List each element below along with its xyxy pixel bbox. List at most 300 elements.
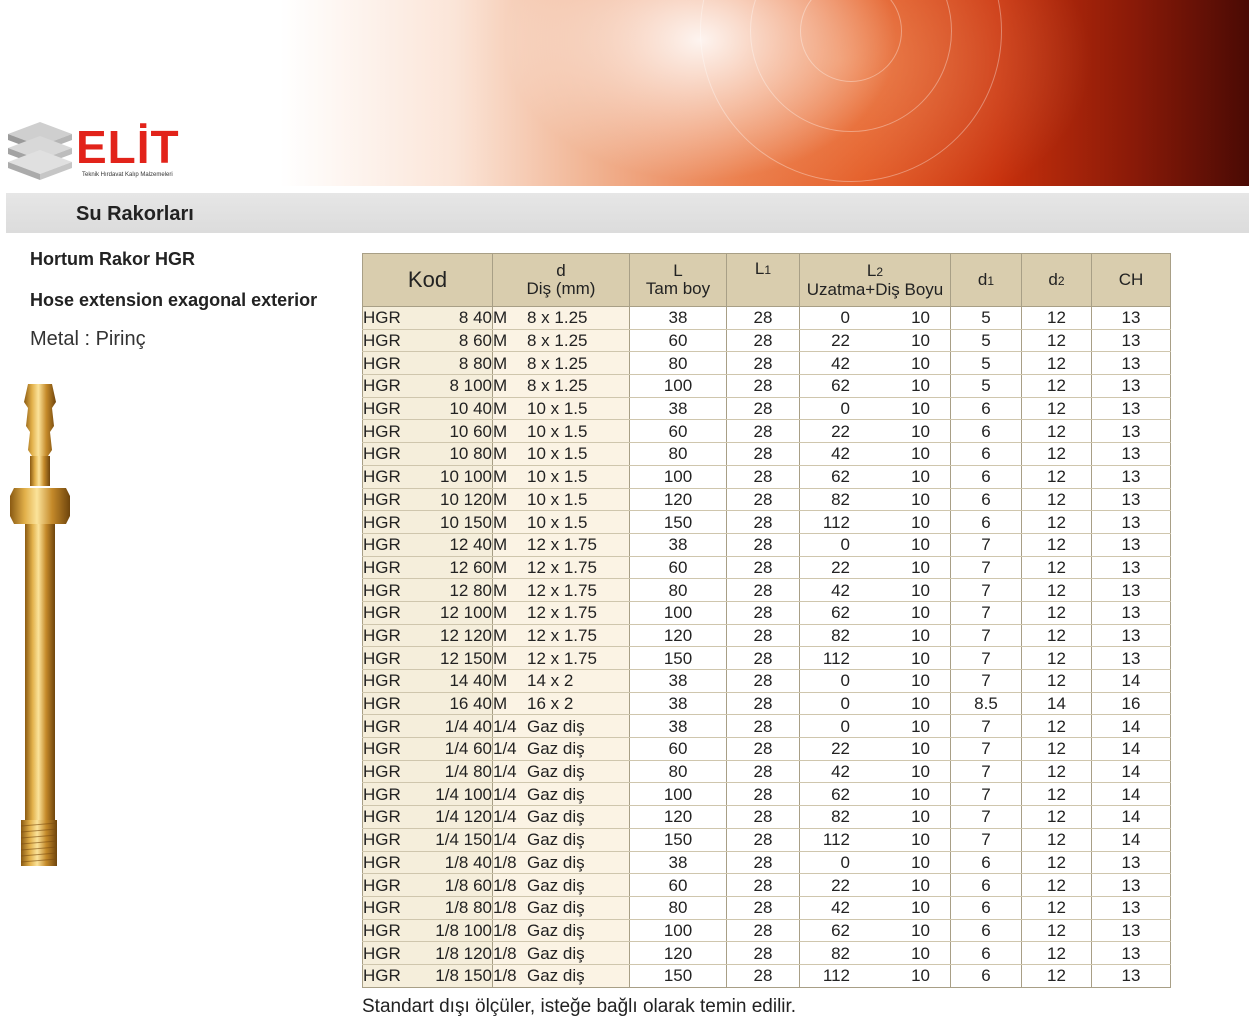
cell-ch: 13 [1092, 601, 1171, 624]
l2-thread-length: 10 [911, 943, 930, 963]
thread-size: 12 x 1.75 [527, 535, 597, 555]
header-kod: Kod [363, 254, 493, 307]
table-row [363, 420, 1171, 443]
cell-l: 150 [630, 511, 727, 534]
l2-thread-length: 10 [911, 489, 930, 509]
cell-thread [493, 511, 630, 534]
table-row [363, 533, 1171, 556]
table-row [363, 715, 1171, 738]
spec-table-body [363, 307, 1171, 988]
header-banner-image [280, 0, 1249, 186]
cell-l2 [800, 738, 951, 761]
cell-kod [363, 488, 493, 511]
table-row [363, 397, 1171, 420]
kod-prefix: HGR [363, 671, 401, 691]
cell-l1: 28 [727, 964, 800, 987]
l2-extension: 112 [822, 512, 850, 532]
cell-l2 [800, 307, 951, 330]
thread-type: M [493, 467, 508, 487]
cell-d1: 7 [951, 806, 1022, 829]
cell-d1: 6 [951, 942, 1022, 965]
cell-l: 38 [630, 307, 727, 330]
cell-l2 [800, 942, 951, 965]
kod-prefix: HGR [363, 739, 401, 759]
kod-size: 1/8 120 [435, 943, 492, 963]
thread-type: M [493, 353, 508, 373]
cell-thread [493, 488, 630, 511]
cell-d2: 12 [1022, 670, 1092, 693]
l2-extension: 0 [840, 716, 850, 736]
logo-stack-icon [6, 118, 78, 188]
table-row [363, 783, 1171, 806]
l2-extension: 42 [831, 762, 850, 782]
l2-extension: 42 [831, 580, 850, 600]
thread-size: 10 x 1.5 [527, 399, 588, 419]
cell-l2 [800, 692, 951, 715]
cell-kod [363, 964, 493, 987]
cell-ch: 13 [1092, 533, 1171, 556]
cell-l: 38 [630, 692, 727, 715]
table-row [363, 352, 1171, 375]
kod-size: 12 80 [449, 580, 492, 600]
thread-type: M [493, 399, 508, 419]
l2-thread-length: 10 [911, 399, 930, 419]
cell-thread [493, 919, 630, 942]
cell-l2 [800, 919, 951, 942]
table-row [363, 488, 1171, 511]
thread-type: M [493, 444, 508, 464]
header-d-sub: Diş (mm) [526, 279, 596, 298]
cell-l: 150 [630, 964, 727, 987]
kod-prefix: HGR [363, 331, 401, 351]
thread-size: 8 x 1.25 [527, 331, 588, 351]
thread-type: M [493, 512, 508, 532]
cell-kod [363, 443, 493, 466]
cell-l: 80 [630, 352, 727, 375]
cell-d2: 12 [1022, 896, 1092, 919]
kod-size: 1/4 80 [444, 762, 492, 782]
header-l [630, 254, 727, 307]
cell-l1: 28 [727, 488, 800, 511]
cell-ch: 13 [1092, 874, 1171, 897]
cell-l2 [800, 647, 951, 670]
thread-type: M [493, 625, 508, 645]
cell-ch: 14 [1092, 828, 1171, 851]
thread-type: M [493, 421, 508, 441]
cell-kod [363, 851, 493, 874]
thread-size: 8 x 1.25 [527, 353, 588, 373]
header-l2-sub: Uzatma+Diş Boyu [806, 279, 944, 299]
cell-d2: 12 [1022, 601, 1092, 624]
cell-d1: 7 [951, 738, 1022, 761]
cell-thread [493, 738, 630, 761]
kod-size: 1/8 40 [444, 852, 492, 872]
cell-d2: 12 [1022, 783, 1092, 806]
cell-thread [493, 465, 630, 488]
cell-kod [363, 601, 493, 624]
cell-ch: 14 [1092, 806, 1171, 829]
l2-extension: 22 [831, 421, 850, 441]
cell-kod [363, 352, 493, 375]
cell-ch: 13 [1092, 420, 1171, 443]
product-title-tr: Hortum Rakor HGR [30, 249, 196, 269]
kod-size: 1/4 120 [435, 807, 492, 827]
cell-d2: 12 [1022, 942, 1092, 965]
l2-extension: 0 [840, 852, 850, 872]
l2-extension: 112 [822, 830, 850, 850]
table-row [363, 375, 1171, 398]
cell-kod [363, 579, 493, 602]
thread-size: Gaz diş [527, 784, 585, 804]
thread-type: 1/4 [493, 739, 517, 759]
cell-l2 [800, 465, 951, 488]
cell-l: 80 [630, 896, 727, 919]
cell-l: 120 [630, 806, 727, 829]
kod-size: 10 40 [449, 399, 492, 419]
table-header-row [363, 254, 1171, 307]
l2-thread-length: 10 [911, 852, 930, 872]
kod-size: 1/8 60 [444, 875, 492, 895]
cell-d1: 6 [951, 964, 1022, 987]
cell-l1: 28 [727, 760, 800, 783]
thread-size: 14 x 2 [527, 671, 574, 691]
thread-size: Gaz diş [527, 739, 585, 759]
header-d2: d2 [1022, 254, 1092, 307]
brand-tagline: Teknik Hırdavat Kalıp Malzemeleri [82, 172, 173, 178]
cell-kod [363, 465, 493, 488]
l2-extension: 0 [840, 308, 850, 328]
cell-l2 [800, 443, 951, 466]
cell-ch: 13 [1092, 329, 1171, 352]
cell-l: 38 [630, 533, 727, 556]
table-row [363, 874, 1171, 897]
cell-ch: 13 [1092, 511, 1171, 534]
cell-l1: 28 [727, 511, 800, 534]
cell-kod [363, 874, 493, 897]
table-row [363, 465, 1171, 488]
cell-d1: 7 [951, 579, 1022, 602]
cell-l2 [800, 579, 951, 602]
cell-l1: 28 [727, 919, 800, 942]
cell-d1: 7 [951, 533, 1022, 556]
kod-prefix: HGR [363, 580, 401, 600]
cell-thread [493, 601, 630, 624]
cell-d2: 12 [1022, 420, 1092, 443]
cell-ch: 14 [1092, 715, 1171, 738]
cell-l: 80 [630, 579, 727, 602]
l2-extension: 22 [831, 739, 850, 759]
cell-kod [363, 783, 493, 806]
cell-d1: 7 [951, 624, 1022, 647]
l2-extension: 42 [831, 898, 850, 918]
cell-thread [493, 397, 630, 420]
kod-prefix: HGR [363, 648, 401, 668]
kod-prefix: HGR [363, 898, 401, 918]
table-row [363, 942, 1171, 965]
l2-extension: 62 [831, 603, 850, 623]
brass-hose-fitting-image [4, 380, 84, 875]
section-title: Su Rakorları [76, 203, 194, 225]
cell-d2: 12 [1022, 533, 1092, 556]
l2-thread-length: 10 [911, 671, 930, 691]
kod-prefix: HGR [363, 399, 401, 419]
cell-thread [493, 806, 630, 829]
thread-size: 10 x 1.5 [527, 489, 588, 509]
l2-thread-length: 10 [911, 648, 930, 668]
thread-type: 1/8 [493, 852, 517, 872]
cell-l: 100 [630, 783, 727, 806]
thread-size: 12 x 1.75 [527, 625, 597, 645]
cell-thread [493, 715, 630, 738]
thread-type: M [493, 648, 508, 668]
l2-thread-length: 10 [911, 898, 930, 918]
l2-extension: 22 [831, 331, 850, 351]
cell-ch: 13 [1092, 896, 1171, 919]
cell-l: 100 [630, 919, 727, 942]
thread-size: Gaz diş [527, 920, 585, 940]
l2-extension: 62 [831, 467, 850, 487]
cell-l: 100 [630, 465, 727, 488]
cell-ch: 13 [1092, 556, 1171, 579]
l2-extension: 82 [831, 943, 850, 963]
cell-ch: 13 [1092, 579, 1171, 602]
l2-extension: 42 [831, 444, 850, 464]
cell-ch: 16 [1092, 692, 1171, 715]
kod-prefix: HGR [363, 716, 401, 736]
cell-l1: 28 [727, 874, 800, 897]
kod-prefix: HGR [363, 376, 401, 396]
thread-size: Gaz diş [527, 875, 585, 895]
cell-kod [363, 307, 493, 330]
thread-size: Gaz diş [527, 716, 585, 736]
kod-prefix: HGR [363, 943, 401, 963]
cell-l1: 28 [727, 375, 800, 398]
l2-thread-length: 10 [911, 762, 930, 782]
cell-kod [363, 397, 493, 420]
cell-thread [493, 329, 630, 352]
cell-l1: 28 [727, 601, 800, 624]
cell-d2: 12 [1022, 828, 1092, 851]
thread-size: 12 x 1.75 [527, 603, 597, 623]
table-row [363, 307, 1171, 330]
cell-d1: 6 [951, 397, 1022, 420]
cell-thread [493, 783, 630, 806]
cell-kod [363, 329, 493, 352]
header-l-sub: Tam boy [645, 279, 711, 298]
cell-ch: 13 [1092, 352, 1171, 375]
cell-l1: 28 [727, 443, 800, 466]
table-row [363, 806, 1171, 829]
kod-prefix: HGR [363, 353, 401, 373]
cell-kod [363, 420, 493, 443]
thread-type: 1/8 [493, 920, 517, 940]
cell-d1: 5 [951, 307, 1022, 330]
kod-size: 10 60 [449, 421, 492, 441]
thread-size: Gaz diş [527, 807, 585, 827]
cell-d2: 12 [1022, 375, 1092, 398]
cell-l2 [800, 760, 951, 783]
cell-l: 120 [630, 488, 727, 511]
header-l-top: L [673, 261, 683, 280]
cell-l2 [800, 420, 951, 443]
cell-kod [363, 533, 493, 556]
cell-l1: 28 [727, 329, 800, 352]
l2-thread-length: 10 [911, 467, 930, 487]
cell-l: 80 [630, 443, 727, 466]
cell-thread [493, 307, 630, 330]
cell-d2: 14 [1022, 692, 1092, 715]
l2-thread-length: 10 [911, 535, 930, 555]
kod-size: 8 40 [458, 308, 492, 328]
cell-l: 38 [630, 670, 727, 693]
table-row [363, 919, 1171, 942]
l2-thread-length: 10 [911, 716, 930, 736]
l2-extension: 0 [840, 671, 850, 691]
thread-size: 12 x 1.75 [527, 648, 597, 668]
cell-d1: 7 [951, 828, 1022, 851]
table-row [363, 329, 1171, 352]
cell-kod [363, 670, 493, 693]
thread-type: 1/4 [493, 762, 517, 782]
thread-type: M [493, 489, 508, 509]
thread-type: M [493, 308, 508, 328]
kod-prefix: HGR [363, 625, 401, 645]
cell-l2 [800, 715, 951, 738]
cell-d2: 12 [1022, 715, 1092, 738]
l2-extension: 22 [831, 557, 850, 577]
cell-d2: 12 [1022, 919, 1092, 942]
thread-size: Gaz diş [527, 762, 585, 782]
cell-l: 150 [630, 647, 727, 670]
cell-thread [493, 670, 630, 693]
cell-thread [493, 443, 630, 466]
thread-type: M [493, 331, 508, 351]
header-d1: d1 [951, 254, 1022, 307]
cell-thread [493, 964, 630, 987]
table-row [363, 896, 1171, 919]
brand-name: ELİT [76, 121, 180, 173]
kod-size: 1/4 60 [444, 739, 492, 759]
l2-thread-length: 10 [911, 739, 930, 759]
thread-size: 8 x 1.25 [527, 308, 588, 328]
l2-extension: 62 [831, 376, 850, 396]
cell-l2 [800, 397, 951, 420]
l2-extension: 82 [831, 489, 850, 509]
thread-size: 10 x 1.5 [527, 467, 588, 487]
cell-l2 [800, 624, 951, 647]
cell-l1: 28 [727, 851, 800, 874]
l2-thread-length: 10 [911, 580, 930, 600]
cell-l1: 28 [727, 670, 800, 693]
brand-logo [6, 118, 196, 188]
thread-type: 1/8 [493, 898, 517, 918]
kod-size: 12 60 [449, 557, 492, 577]
table-row [363, 760, 1171, 783]
thread-type: 1/4 [493, 830, 517, 850]
thread-size: 10 x 1.5 [527, 512, 588, 532]
kod-prefix: HGR [363, 308, 401, 328]
cell-kod [363, 896, 493, 919]
kod-prefix: HGR [363, 762, 401, 782]
l2-extension: 62 [831, 920, 850, 940]
cell-l2 [800, 556, 951, 579]
cell-d1: 6 [951, 511, 1022, 534]
cell-l1: 28 [727, 647, 800, 670]
l2-extension: 0 [840, 694, 850, 714]
l2-extension: 42 [831, 353, 850, 373]
kod-size: 1/8 150 [435, 966, 492, 986]
cell-l2 [800, 511, 951, 534]
cell-d2: 12 [1022, 352, 1092, 375]
cell-thread [493, 828, 630, 851]
table-row [363, 624, 1171, 647]
cell-d2: 12 [1022, 738, 1092, 761]
kod-prefix: HGR [363, 875, 401, 895]
header-l1: L1 [727, 254, 800, 307]
cell-thread [493, 851, 630, 874]
cell-l2 [800, 964, 951, 987]
cell-l1: 28 [727, 533, 800, 556]
cell-thread [493, 579, 630, 602]
l2-thread-length: 10 [911, 353, 930, 373]
cell-d1: 7 [951, 601, 1022, 624]
cell-d1: 6 [951, 420, 1022, 443]
l2-extension: 0 [840, 535, 850, 555]
cell-thread [493, 760, 630, 783]
cell-d1: 6 [951, 443, 1022, 466]
l2-extension: 22 [831, 875, 850, 895]
l2-thread-length: 10 [911, 421, 930, 441]
cell-d2: 12 [1022, 851, 1092, 874]
cell-ch: 13 [1092, 919, 1171, 942]
cell-l2 [800, 828, 951, 851]
kod-size: 8 100 [449, 376, 492, 396]
l2-extension: 82 [831, 807, 850, 827]
cell-l1: 28 [727, 397, 800, 420]
cell-thread [493, 896, 630, 919]
cell-l: 38 [630, 851, 727, 874]
cell-kod [363, 760, 493, 783]
cell-ch: 13 [1092, 375, 1171, 398]
cell-ch: 14 [1092, 738, 1171, 761]
cell-thread [493, 624, 630, 647]
kod-prefix: HGR [363, 489, 401, 509]
cell-l2 [800, 329, 951, 352]
cell-thread [493, 375, 630, 398]
l2-extension: 112 [822, 966, 850, 986]
cell-l2 [800, 352, 951, 375]
cell-l1: 28 [727, 738, 800, 761]
cell-d1: 5 [951, 329, 1022, 352]
table-row [363, 579, 1171, 602]
l2-thread-length: 10 [911, 966, 930, 986]
cell-thread [493, 874, 630, 897]
cell-l1: 28 [727, 465, 800, 488]
l2-thread-length: 10 [911, 603, 930, 623]
cell-l: 60 [630, 874, 727, 897]
table-row [363, 443, 1171, 466]
header-l2: L2 Uzatma+Diş Boyu [800, 254, 951, 307]
kod-prefix: HGR [363, 512, 401, 532]
cell-l2 [800, 851, 951, 874]
cell-d2: 12 [1022, 874, 1092, 897]
cell-d2: 12 [1022, 579, 1092, 602]
thread-size: Gaz diş [527, 852, 585, 872]
cell-l: 60 [630, 420, 727, 443]
cell-d2: 12 [1022, 443, 1092, 466]
cell-l: 60 [630, 329, 727, 352]
kod-size: 16 40 [449, 694, 492, 714]
